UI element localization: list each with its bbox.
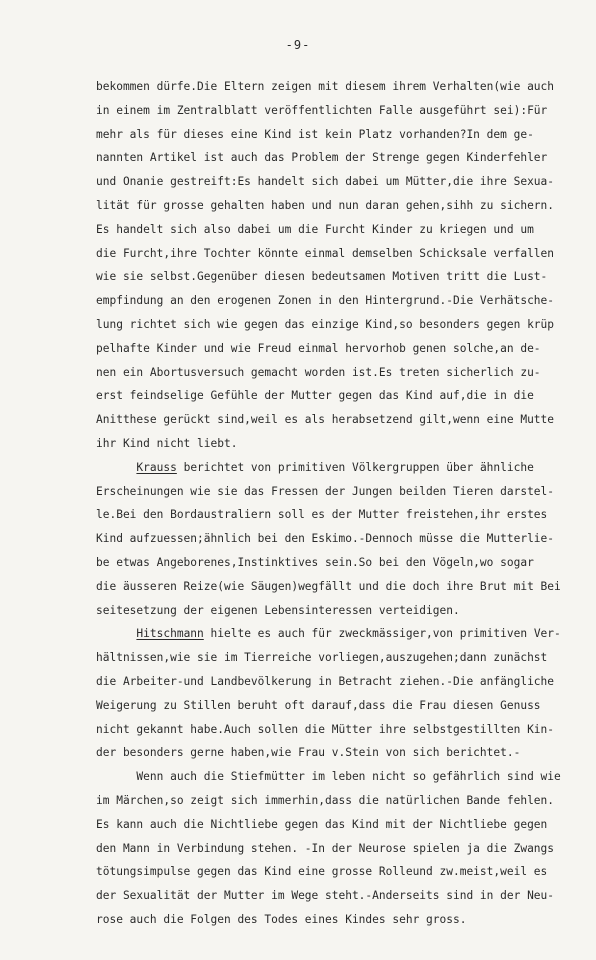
text-line: in einem im Zentralblatt veröffentlichten Falle ausgeführt sei):Für	[96, 103, 548, 117]
text-line: der besonders gerne haben,wie Frau v.Stein von sich berichtet.-	[96, 746, 521, 760]
text-line: empfindung an den erogenen Zonen in den Hintergrund.-Die Verhätsche-	[96, 294, 555, 308]
text-line: nicht gekannt habe.Auch sollen die Mütter ihre selbstgestillten Kin-	[96, 722, 555, 736]
underlined-name: Hitschmann	[136, 627, 204, 641]
text-line: mehr als für dieses eine Kind ist kein Platz vorhanden?In dem ge-	[96, 127, 534, 141]
text-line: Kind aufzuessen;ähnlich bei den Eskimo.-Dennoch müsse die Mutterlie-	[96, 532, 555, 546]
underlined-name: Krauss	[136, 460, 177, 474]
text-line: rose auch die Folgen des Todes eines Kindes sehr gross.	[96, 913, 467, 926]
text-line: hältnissen,wie sie im Tierreiche vorliegen,auszugehen;dann zunächst	[96, 651, 548, 665]
text-line: die Furcht,ihre Tochter könnte einmal demselben Schicksale verfallen	[96, 246, 555, 260]
text-line: bekommen dürfe.Die Eltern zeigen mit diesem ihrem Verhalten(wie auch	[96, 80, 555, 93]
text-line: be etwas Angeborenes,Instinktives sein.So bei den Vögeln,wo sogar	[96, 556, 534, 569]
text-line: nannten Artikel ist auch das Problem der Strenge gegen Kinderfehler	[96, 151, 548, 165]
text-line: die äusseren Reize(wie Säugen)wegfällt und die doch ihre Brut mit Bei	[96, 579, 561, 593]
text-line: Wenn auch die Stiefmütter im leben nicht so gefährlich sind wie	[96, 770, 561, 784]
text-line: Hitschmann hielte es auch für zweckmässiger,von primitiven Ver-	[136, 627, 561, 641]
text-line: den Mann in Verbindung stehen. -In der Neurose spielen ja die Zwangs	[96, 841, 555, 855]
text-line: le.Bei den Bordaustraliern soll es der Mutter freistehen,ihr erstes	[96, 508, 548, 522]
text-line: pelhafte Kinder und wie Freud einmal hervorhob genen solche,an de-	[96, 341, 541, 355]
text-line: ihr Kind nicht liebt.	[96, 437, 238, 450]
text-line: Es handelt sich also dabei um die Furcht Kinder zu kriegen und um	[96, 222, 534, 236]
text-line: nen ein Abortusversuch gemacht worden ist.Es treten sicherlich zu-	[96, 365, 541, 379]
text-line: Erscheinungen wie sie das Fressen der Jungen beilden Tieren darstel-	[96, 484, 555, 498]
text-line: erst feindselige Gefühle der Mutter gegen das Kind auf,die in die	[96, 389, 534, 403]
text-line: tötungsimpulse gegen das Kind eine grosse Rolleund zw.meist,weil es	[96, 865, 548, 879]
text-line: wie sie selbst.Gegenüber diesen bedeutsamen Motiven tritt die Lust-	[96, 270, 548, 284]
page-number: -9-	[285, 38, 311, 52]
text-line: lung richtet sich wie gegen das einzige Kind,so besonders gegen krüp	[96, 318, 555, 331]
text-line: Weigerung zu Stillen beruht oft darauf,dass die Frau diesen Genuss	[96, 698, 541, 712]
text-line: Krauss berichtet von primitiven Völkergruppen über ähnliche	[136, 460, 534, 474]
text-line: im Märchen,so zeigt sich immerhin,dass die natürlichen Bande fehlen.	[96, 794, 555, 807]
text-line: und Onanie gestreift:Es handelt sich dabei um Mütter,die ihre Sexua-	[96, 175, 555, 189]
text-line: lität für grosse gehalten haben und nun daran gehen,sihh zu sichern.	[96, 199, 555, 212]
text-line: die Arbeiter-und Landbevölkerung in Betracht ziehen.-Die anfängliche	[96, 675, 555, 688]
text-line: Es kann auch die Nichtliebe gegen das Kind mit der Nichtliebe gegen	[96, 817, 548, 831]
text-line: der Sexualität der Mutter im Wege steht.-Anderseits sind in der Neu-	[96, 889, 555, 903]
text-line: Anitthese gerückt sind,weil es als herabsetzend gilt,wenn eine Mutte	[96, 413, 555, 427]
text-line: seitesetzung der eigenen Lebensinteressen verteidigen.	[96, 603, 460, 617]
